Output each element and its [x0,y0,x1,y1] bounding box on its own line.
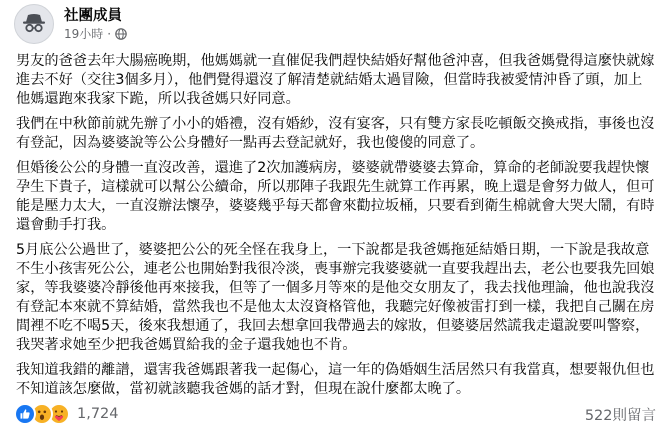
post-timestamp-row [64,26,127,42]
like-icon [14,403,36,425]
globe-icon[interactable] [115,28,127,40]
reactions-summary[interactable] [14,403,119,425]
post-footer [14,400,656,428]
comment-count-link[interactable]: 522則留言 [584,407,656,424]
separator-dot: · [107,26,112,41]
post-paragraph-1: 男友的爸爸去年大腸癌晚期，他媽媽就一直催促我們趕快結婚好幫他爸沖喜，但我爸媽覺得這麼快就嫁進去不好（交往3個多月），他們覺得還沒了解清楚就結婚太過冒險，但當時我被愛情沖昏了頭，加上他媽還跑來我家下跪，所以我爸媽只好同意。 [16,53,655,107]
post-paragraph-4: 5月底公公過世了，婆婆把公公的死全怪在我身上，一下說都是我爸媽拖延結婚日期，一下說是我故意不生小孩害死公公，連老公也開始對我很冷淡，喪事辦完我婆婆就一直要我趕出去，老公也要我先回娘家，等我婆婆冷靜後他再來接我，但等了一個多月等來的是他交女朋友了，我去找他理論，他也說我沒有登記本來就不算結婚，當然我也不是他太太沒資格管他，我聽完好像被雷打到一樣，我把自己關在房間裡不吃不喝5天，後來我想通了，我回去想拿回我帶過去的嫁妝，但婆婆居然謊我走還說要叫警察，我哭著求她至少把我爸媽買給我的金子還我她也不肯。 [16,242,655,353]
post-paragraph-5: 我知道我錯的離譜，還害我爸媽跟著我一起傷心，這一年的偽婚姻生活居然只有我當真，想要報仇但也不知道該怎麼做，當初就該聽我爸媽的話才對，但現在說什麼都太晚了。 [16,362,655,397]
post-paragraph-2: 我們在中秋節前就先辦了小小的婚禮，沒有婚紗，沒有宴客，只有雙方家長吃頓飯交換戒指，事後也沒有登記，因為婆婆說等公公身體好一點再去登記就好，我也傻傻的同意了。 [16,116,655,151]
post-header [14,4,127,44]
post-paragraph-3: 但婚後公公的身體一直沒改善，還進了2次加護病房，婆婆就帶婆婆去算命，算命的老師說要我趕快懷孕生下貴子，這樣就可以幫公公續命，所以那陣子我跟先生就算工作再累，晚上還是會努力做人，但可能是壓力太大，一直沒辦法懷孕，婆婆幾乎每天都會來勸拉坂桶，只要看到衛生棉就會大哭大鬧，有時還會動手打我。 [16,160,655,233]
post-meta [64,7,127,42]
post-time[interactable]: 19小時 [64,26,104,41]
reaction-count[interactable]: 1,724 [77,406,119,422]
post-body [16,52,656,405]
author-name[interactable]: 社團成員 [64,7,122,24]
anonymous-avatar[interactable] [14,4,54,44]
anonymous-member-icon [21,11,47,37]
